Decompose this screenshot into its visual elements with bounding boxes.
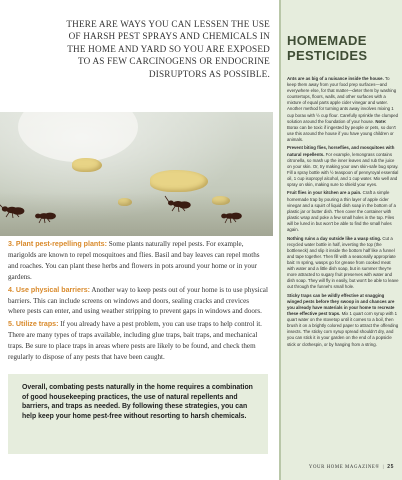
sidebar-paragraph: Prevent biting flies, horseflies, and mosquitoes with natural repellents. For example, lemongrass contains citronella, so mash up the inner leaves and rub the juice on your skin. Or, try making your own skin-safe bug spray. Fill a spray bottle with ½ teaspoon of pennyroyal essential oil, 1 cup isopropyl alcohol, and 1 cup water. Mix well and spray on skin, making sure to shield your eyes. xyxy=(287,145,399,187)
ant-photo xyxy=(0,112,273,236)
ants-illustration xyxy=(0,112,273,236)
ant-icon xyxy=(36,213,56,223)
page-number: 25 xyxy=(387,464,394,470)
summary-callout: Overall, combating pests naturally in the home requires a combination of good housekeeping practices, the use of natural repellents and barriers, and traps as needed. By following these strategies, you can help keep your home pest-free without resorting to harsh chemicals. xyxy=(8,374,268,454)
intro-quote: THERE ARE WAYS YOU CAN LESSEN THE USE OF HARSH PEST SPRAYS AND CHEMICALS IN THE HOME AND YARD SO YOU ARE EXPOSED TO AS FEW CARCINOGENS OR ENDOCRINE DISRUPTORS AS POSSIBLE. xyxy=(66,19,270,79)
tip-3: 3. Plant pest-repelling plants: Some plants naturally repel pests. For example, marigolds are known to repel mosquitoes and flies. Basil and bay leaves can repel moths and roaches. You can plant these herbs and flowers in pots around your home or in your gardens. xyxy=(8,240,260,281)
footer-divider: | xyxy=(382,465,385,470)
sidebar-title: HOMEMADE PESTICIDES xyxy=(287,33,368,63)
ant-icon xyxy=(0,203,24,218)
tip-5: 5. Utilize traps: If you already have a pest problem, you can use traps to help control it. There are many types of traps available, including glue traps, bait traps, and mechanical traps. Be sure to place traps in areas where pests are likely to be found, and check them regularly to dispose of any pests that have been caught. xyxy=(8,320,262,362)
sidebar-paragraph: Sticky traps can be wildly effective at snagging winged pests before they swoop in and chances are you already have materials in your home to recreate these effective pest traps. Mix 1 quart corn syrup with 1 quart water on the stovetop until it comes to a boil, then brush it on a brightly colored paper to attract the offending insects. The sticky corn syrup spread shouldn't dry, and you can stick it in your garden on the end of a popsicle stick or clothespin, or by hanging from a string. xyxy=(287,292,399,347)
magazine-name: YOUR HOME MAGAZINE xyxy=(308,465,376,470)
sidebar-paragraph: Ants are as big of a nuisance inside the house. To keep them away from your food prep surfaces—and everywhere else, for that matter—deter them by washing countertops, floors, walls, and other surfaces with a mixture of equal parts apple cider vinegar and water. Another method for turning ants away involves mixing 1 cup borax with ½ cup flour. Carefully sprinkle the clumped solution around the foundation of your house. Note: Borax can be toxic if ingested by people or pets, so don't use this around the house if you have young children or animals. xyxy=(287,76,399,142)
sidebar-panel xyxy=(279,0,402,480)
sidebar-body xyxy=(287,76,399,350)
body-column xyxy=(8,239,268,365)
ant-icon xyxy=(165,196,190,212)
sidebar-paragraph: Nothing ruins a day outside like a wasp sting. Cut a recycled water bottle in half, inverting the top (the bottleneck) and slip it inside the bottom half like a funnel and tape together. Then fill with a seasonally appropriate bait: In spring, wasps go for grease from cooked meat with water and a little dish soap, but in summer they're more attracted to sugary fruit preserves with water and dish soap. They will fly in easily, but won't be able to leave out through the funnel's small hole. xyxy=(287,235,399,290)
registered-mark: ® xyxy=(375,465,380,470)
ant-icon xyxy=(222,213,242,223)
sidebar-paragraph: Fruit flies in your kitchen are a pain. Craft a simple homemade trap by pouring a thin layer of apple cider vinegar and a squirt of liquid dish soap in the bottom of a plastic jar or butter dish. Then cover the container with plastic wrap and poke a few small holes in the top. Files will be lured in but won't be able to find the small holes again. xyxy=(287,190,396,233)
tip-4: 4. Use physical barriers: Another way to keep pests out of your home is to use physical barriers. This can include screens on windows and doors, sealing cracks and crevices where pests can enter, and using weather stripping to prevent gaps in windows and doors. xyxy=(8,285,268,316)
sidebar-rule xyxy=(279,0,281,480)
page-footer xyxy=(309,464,394,470)
